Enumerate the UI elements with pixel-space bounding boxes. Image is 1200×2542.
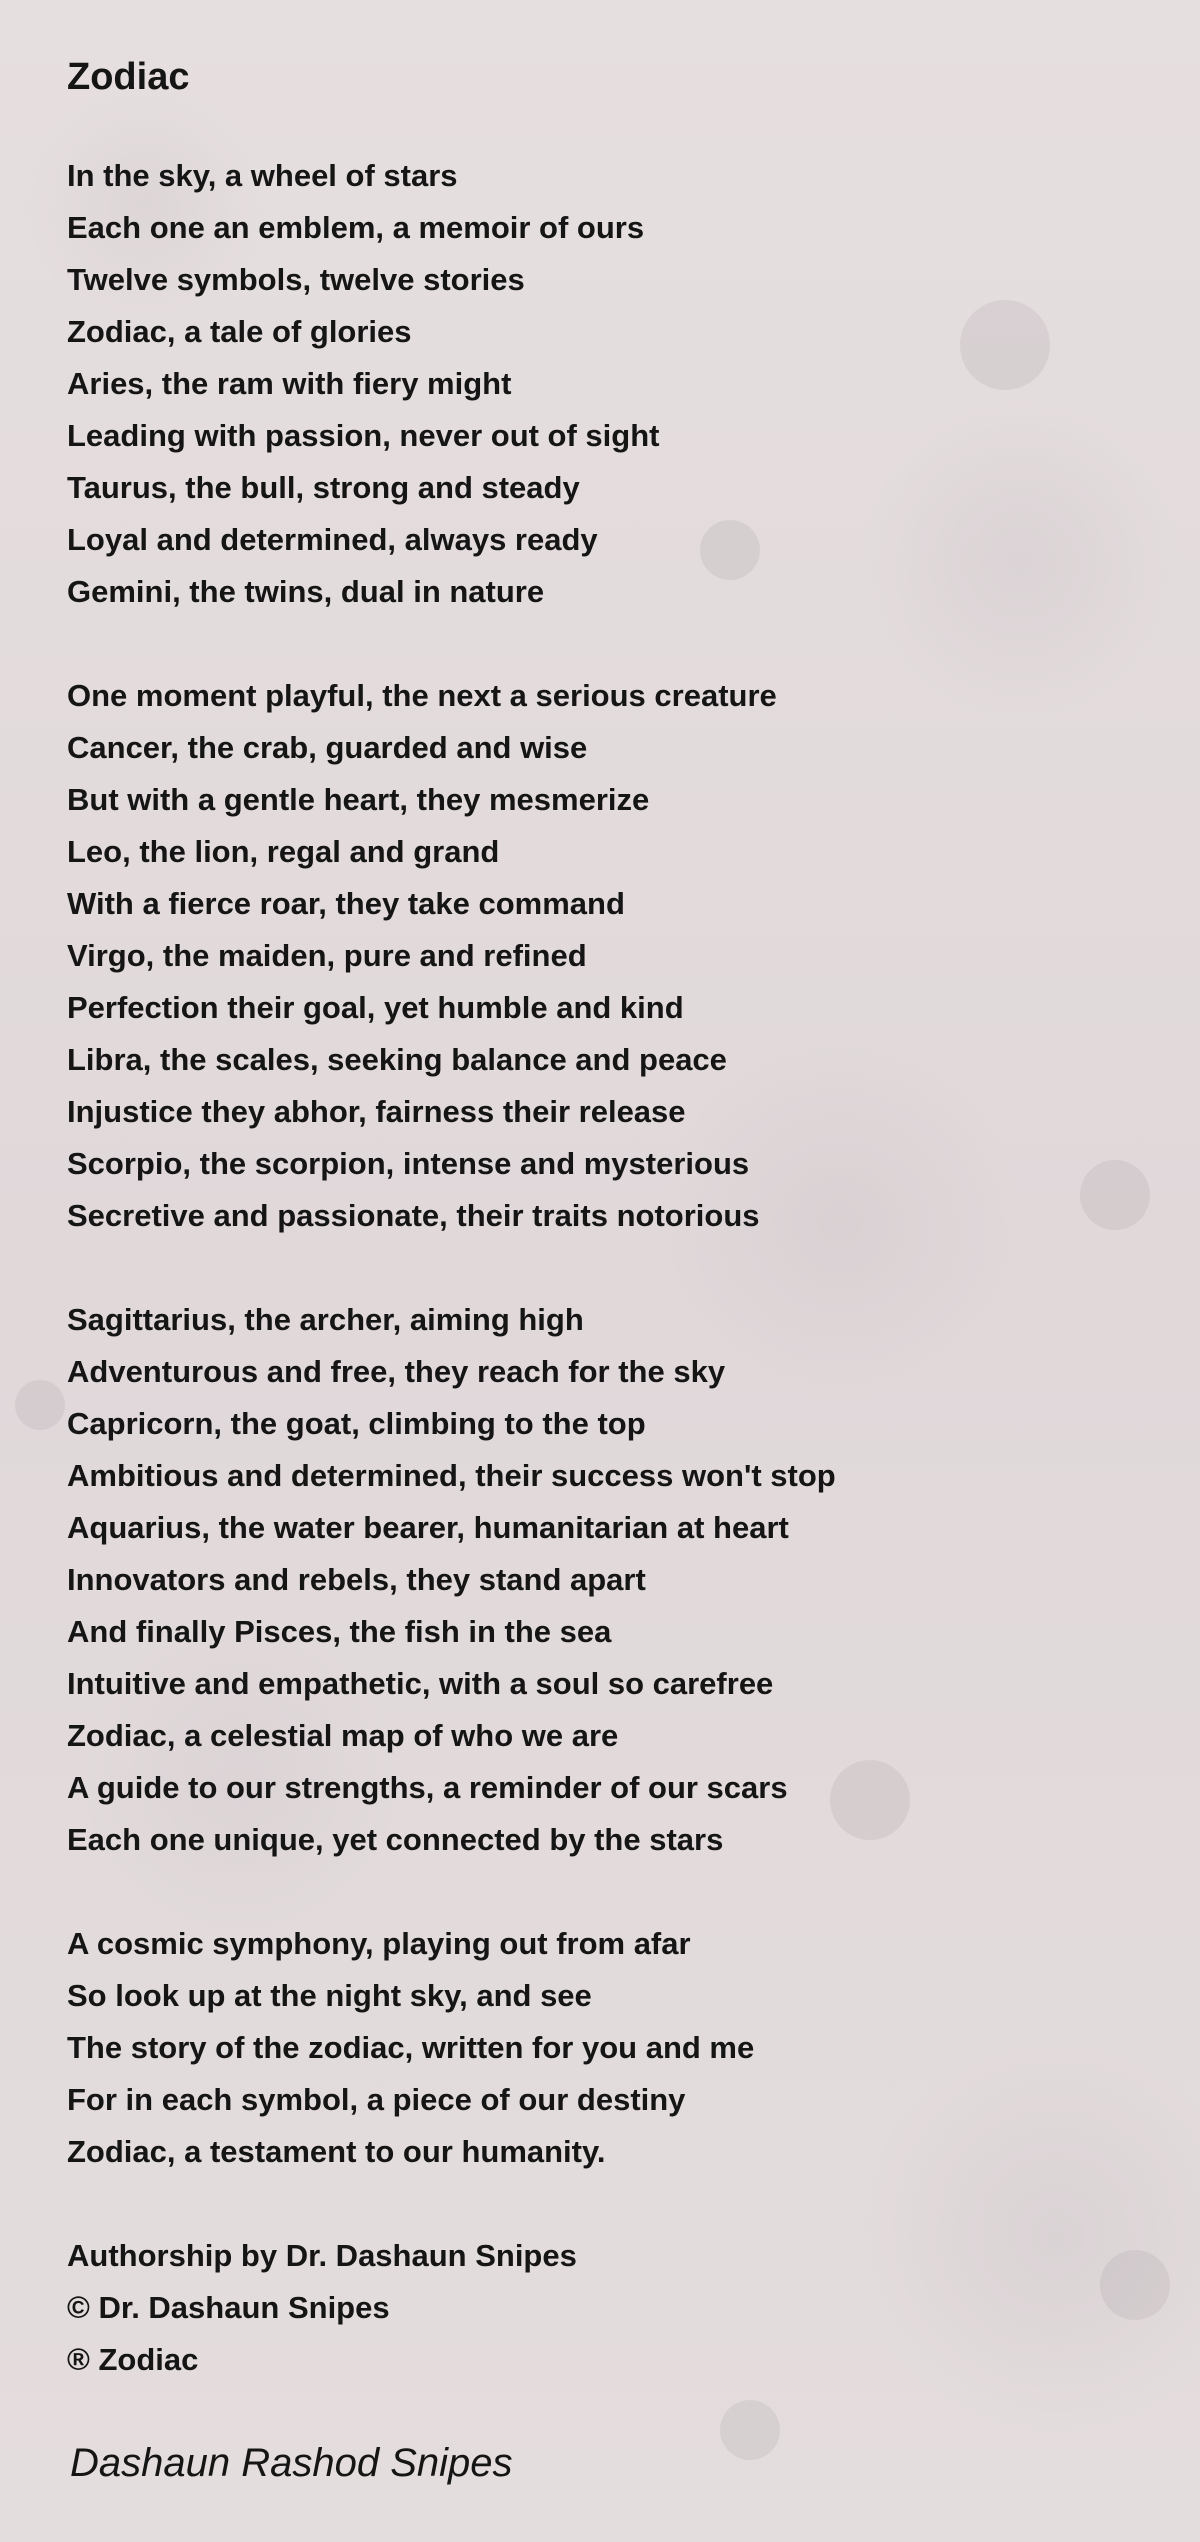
background-blot — [720, 2400, 780, 2460]
background-blot — [1100, 2250, 1170, 2320]
poem-line: Each one unique, yet connected by the stars — [67, 1822, 724, 1857]
poem-line: The story of the zodiac, written for you and me — [67, 2030, 755, 2065]
poem-line: Zodiac, a testament to our humanity. — [67, 2134, 606, 2169]
authorship-line: Authorship by Dr. Dashaun Snipes — [67, 2238, 577, 2273]
poem-line: Leo, the lion, regal and grand — [67, 834, 500, 869]
stanza-2 — [67, 670, 836, 1242]
poem-body — [67, 150, 836, 2230]
poem-line: Zodiac, a celestial map of who we are — [67, 1718, 619, 1753]
poem-line: Gemini, the twins, dual in nature — [67, 574, 545, 609]
poem-line: Perfection their goal, yet humble and kind — [67, 990, 684, 1025]
poem-line: One moment playful, the next a serious creature — [67, 678, 777, 713]
poem-line: Virgo, the maiden, pure and refined — [67, 938, 587, 973]
background-blot — [830, 1760, 910, 1840]
poem-credits — [67, 2230, 577, 2386]
poem-line: So look up at the night sky, and see — [67, 1978, 592, 2013]
stanza-1 — [67, 150, 836, 618]
poem-line: Aquarius, the water bearer, humanitarian at heart — [67, 1510, 789, 1545]
registered-title-line: ® Zodiac — [67, 2342, 199, 2377]
poem-line: A cosmic symphony, playing out from afar — [67, 1926, 691, 1961]
stanza-4 — [67, 1918, 836, 2178]
poem-line: But with a gentle heart, they mesmerize — [67, 782, 650, 817]
poem-line: Each one an emblem, a memoir of ours — [67, 210, 645, 245]
poem-line: Injustice they abhor, fairness their release — [67, 1094, 686, 1129]
poem-line: Intuitive and empathetic, with a soul so carefree — [67, 1666, 774, 1701]
poem-line: A guide to our strengths, a reminder of our scars — [67, 1770, 788, 1805]
poem-line: Capricorn, the goat, climbing to the top — [67, 1406, 646, 1441]
poem-line: Loyal and determined, always ready — [67, 522, 598, 557]
poem-line: And finally Pisces, the fish in the sea — [67, 1614, 612, 1649]
background-blot — [15, 1380, 65, 1430]
copyright-line: © Dr. Dashaun Snipes — [67, 2290, 390, 2325]
poem-line: Leading with passion, never out of sight — [67, 418, 660, 453]
poem-line: With a fierce roar, they take command — [67, 886, 625, 921]
poem-line: For in each symbol, a piece of our destiny — [67, 2082, 686, 2117]
background-blot — [1080, 1160, 1150, 1230]
poem-line: Zodiac, a tale of glories — [67, 314, 412, 349]
poem-line: Cancer, the crab, guarded and wise — [67, 730, 588, 765]
poem-line: Secretive and passionate, their traits notorious — [67, 1198, 760, 1233]
poem-line: In the sky, a wheel of stars — [67, 158, 458, 193]
poem-line: Libra, the scales, seeking balance and peace — [67, 1042, 727, 1077]
poem-title: Zodiac — [67, 56, 190, 98]
poem-line: Adventurous and free, they reach for the sky — [67, 1354, 726, 1389]
poem-line: Sagittarius, the archer, aiming high — [67, 1302, 584, 1337]
background-blot — [960, 300, 1050, 390]
stanza-3 — [67, 1294, 836, 1866]
author-signature: Dashaun Rashod Snipes — [70, 2441, 513, 2485]
poem-line: Aries, the ram with fiery might — [67, 366, 512, 401]
poem-line: Ambitious and determined, their success won't stop — [67, 1458, 836, 1493]
poem-line: Taurus, the bull, strong and steady — [67, 470, 580, 505]
poem-line: Twelve symbols, twelve stories — [67, 262, 525, 297]
poem-line: Scorpio, the scorpion, intense and mysterious — [67, 1146, 750, 1181]
poem-line: Innovators and rebels, they stand apart — [67, 1562, 646, 1597]
